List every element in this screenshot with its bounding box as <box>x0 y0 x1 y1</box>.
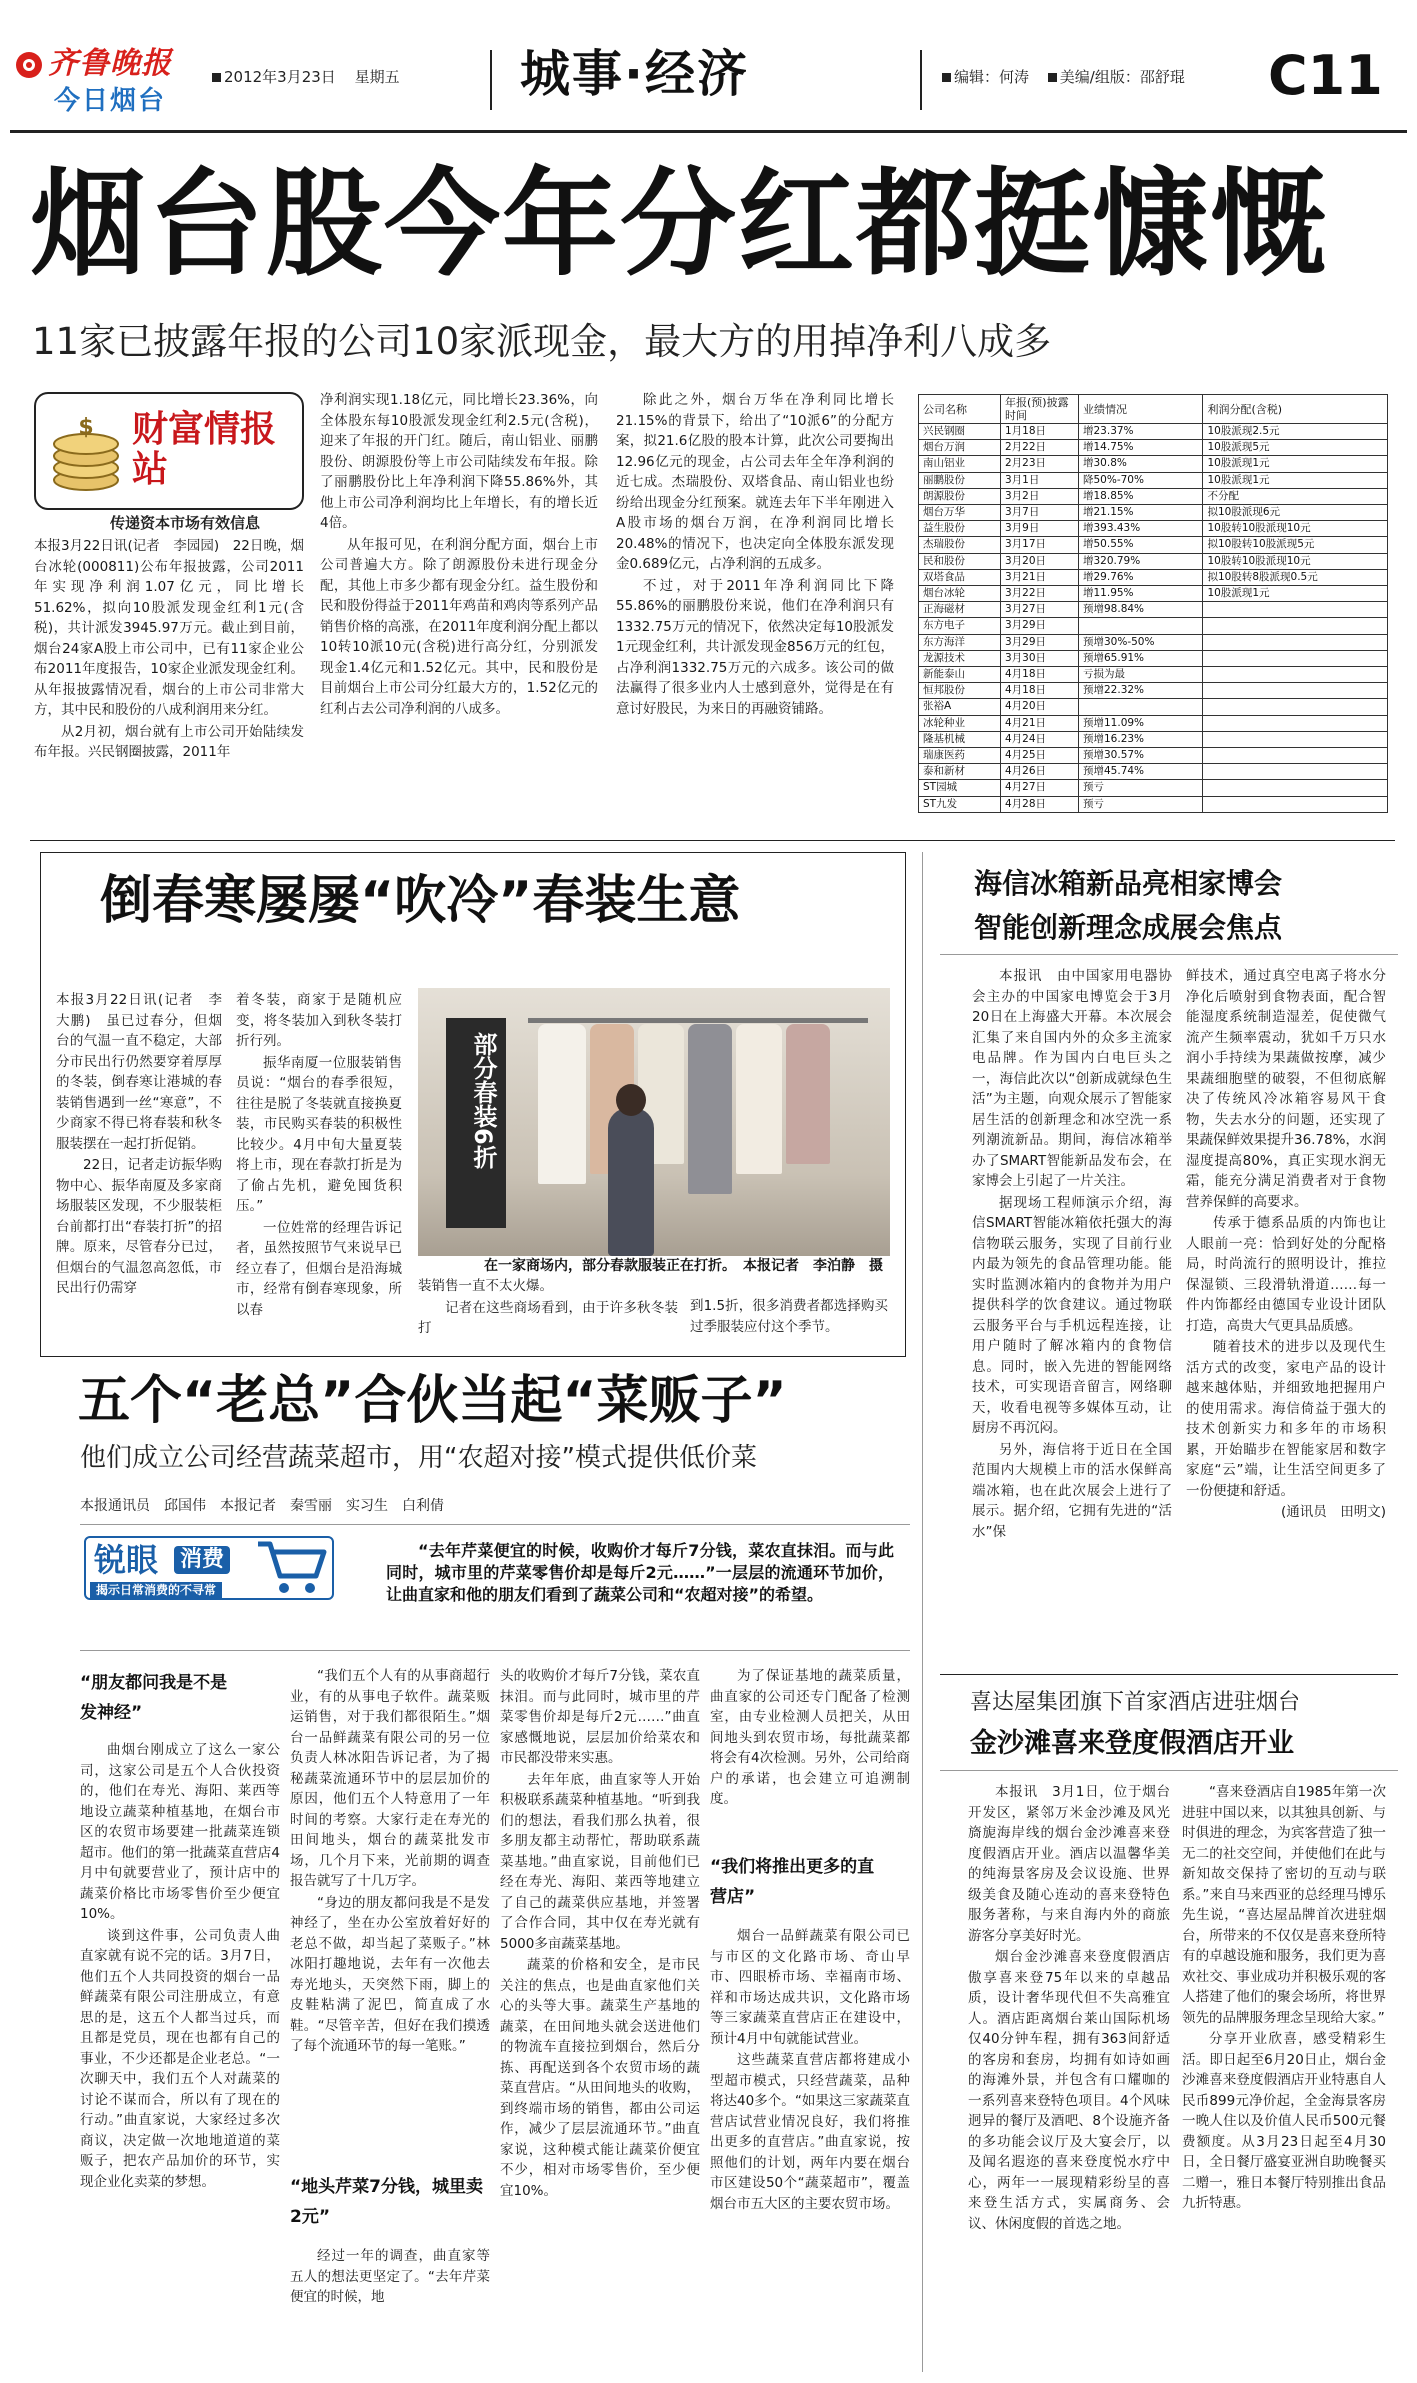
spring-column-3 <box>418 1276 678 1340</box>
wealth-badge <box>34 392 304 532</box>
spring-column-2 <box>236 990 402 1321</box>
veg-column-2 <box>290 1666 490 2058</box>
table-header: 年报(预)披露时间 <box>1001 395 1079 424</box>
table-cell <box>1203 715 1388 731</box>
table-cell: 不分配 <box>1203 488 1388 504</box>
shopper-head <box>616 1084 646 1116</box>
hisense-column-2 <box>1186 966 1386 1524</box>
table-cell: 3月20日 <box>1001 553 1079 569</box>
table-header: 公司名称 <box>919 395 1001 424</box>
veg-paragraph: 经过一年的调查，曲直家等五人的想法更坚定了。“去年芹菜便宜的时候，地 <box>290 2248 490 2305</box>
table-cell: 东方海洋 <box>919 634 1001 650</box>
table-cell: 南山铝业 <box>919 456 1001 472</box>
table-cell: 烟台万华 <box>919 505 1001 521</box>
insight-badge-subtitle: 揭示日常消费的不寻常 <box>90 1582 222 1598</box>
table-row <box>919 650 1388 666</box>
table-cell: 预亏 <box>1079 780 1203 796</box>
table-cell: 增30.8% <box>1079 456 1203 472</box>
hisense-rule <box>940 954 1398 955</box>
table-cell: 朗源股份 <box>919 488 1001 504</box>
table-cell: 10股转10股派现10元 <box>1203 521 1388 537</box>
table-cell: 龙源技术 <box>919 650 1001 666</box>
masthead-rule <box>10 130 1407 133</box>
masthead-divider-left <box>490 50 492 110</box>
masthead <box>0 0 1417 140</box>
table-cell <box>1203 731 1388 747</box>
table-cell: 拟10股转8股派现0.5元 <box>1203 569 1388 585</box>
editor-row <box>942 66 1185 88</box>
svg-text:$: $ <box>78 415 94 440</box>
table-cell <box>1079 618 1203 634</box>
veg-byline: 本报通讯员 邱国伟 本报记者 秦雪丽 实习生 白利倩 <box>80 1498 444 1514</box>
table-cell: 双塔食品 <box>919 569 1001 585</box>
table-cell: 杰瑞股份 <box>919 537 1001 553</box>
hisense-paragraph: 传承于德系品质的内饰也让人眼前一亮：恰到好处的分配格局，时尚流行的照明设计，推拉保湿锁、三段滑轨滑道……每一件内饰都经由德国专业设计团队打造，高贵大气更具品质感。 <box>1186 1215 1386 1334</box>
table-row <box>919 764 1388 780</box>
table-cell: 预增16.23% <box>1079 731 1203 747</box>
veg-subhead-3: “我们将推出更多的直营店” <box>710 1857 875 1907</box>
table-row <box>919 440 1388 456</box>
insight-badge <box>84 1532 334 1612</box>
table-row <box>919 553 1388 569</box>
table-cell: 拟10股派现6元 <box>1203 505 1388 521</box>
table-cell <box>1203 699 1388 715</box>
table-cell: 预增11.09% <box>1079 715 1203 731</box>
sheraton-paragraph: 分享开业欣喜，感受精彩生活。即日起至6月20日止，烟台金沙滩喜来登度假酒店开业特惠自人民币899元净价起，全金海景客房一晚人住以及价值人民币500元餐费额度。从3月23日起至4月30日，全日餐厅盛宴亚洲自助晚餐买二赠一，雅日本餐厅特别推出食品九折特惠。 <box>1182 2031 1386 2211</box>
sheraton-paragraph: “喜来登酒店自1985年第一次进驻中国以来，以其独具创新、与时俱进的理念，为宾客营造了独一无二的社交空间，并使他们在此与新知故交保持了密切的互动与联系。”来自马来西亚的总经理马博乐先生说，“喜达屋品牌首次进驻烟台，所带来的不仅仅是喜来登所特有的卓越设施和服务，我们更为喜欢社交、事业成功并积极乐观的客人搭建了他们的聚会场所，将世界领先的品牌服务理念呈现给大家。” <box>1182 1784 1386 2026</box>
sheraton-rule <box>940 1770 1398 1771</box>
table-row <box>919 505 1388 521</box>
table-cell <box>1203 780 1388 796</box>
table-cell: 兴民钢圈 <box>919 424 1001 440</box>
right-column-separator <box>940 1674 1398 1675</box>
table-cell <box>1203 764 1388 780</box>
table-cell: 预亏 <box>1079 796 1203 812</box>
spring-paragraph: 到1.5折，很多消费者都选择购买过季服装应付这个季节。 <box>690 1298 888 1335</box>
table-row <box>919 715 1388 731</box>
table-row <box>919 602 1388 618</box>
table-cell <box>1203 650 1388 666</box>
veg-paragraph: 这些蔬菜直营店都将建成小型超市模式，只经营蔬菜，品种将达40多个。“如果这三家蔬菜直营店试营业情况良好，我们将推出更多的直营店。”曲直家说，按照他们的计划，两年内要在烟台市区建设50个“蔬菜超市”，覆盖烟台市五大区的主要农贸市场。 <box>710 2052 910 2212</box>
table-cell: 3月22日 <box>1001 586 1079 602</box>
table-cell: 4月25日 <box>1001 748 1079 764</box>
insight-badge-tag: 消费 <box>174 1546 230 1574</box>
table-cell: 3月9日 <box>1001 521 1079 537</box>
table-cell: 隆基机械 <box>919 731 1001 747</box>
table-row <box>919 780 1388 796</box>
table-row <box>919 521 1388 537</box>
hisense-column-1 <box>972 966 1172 1543</box>
table-cell: 10股派现5元 <box>1203 440 1388 456</box>
table-row <box>919 618 1388 634</box>
table-cell: 新能泰山 <box>919 667 1001 683</box>
insight-badge-title: 锐眼 <box>94 1541 159 1579</box>
table-cell <box>1203 683 1388 699</box>
table-cell: 降50%-70% <box>1079 472 1203 488</box>
table-cell <box>1203 748 1388 764</box>
table-cell: 增18.85% <box>1079 488 1203 504</box>
table-cell: 4月28日 <box>1001 796 1079 812</box>
table-cell: 增21.15% <box>1079 505 1203 521</box>
table-cell: 3月29日 <box>1001 634 1079 650</box>
newspaper-logo <box>14 46 186 82</box>
sheraton-column-2 <box>1182 1782 1386 2215</box>
table-row <box>919 683 1388 699</box>
table-cell: 益生股份 <box>919 521 1001 537</box>
spring-paragraph: 振华南厦一位服装销售员说：“烟台的春季很短，往往是脱了冬装就直接换夏装，市民购买春装的积极性比较少。4月中旬大量夏装将上市，现在春款打折是为了偷占先机，避免囤货积压。” <box>236 1054 402 1214</box>
table-cell: 正海磁材 <box>919 602 1001 618</box>
hisense-credit: (通讯员 田明文) <box>1280 1504 1386 1520</box>
table-cell: 亏损为最 <box>1079 667 1203 683</box>
page-number: C11 <box>1268 44 1383 107</box>
hisense-paragraph: 另外，海信将于近日在全国范围内大规模上市的活水保鲜高端冰箱，也在此次展会上进行了展示。据介绍，它拥有先进的“活水”保 <box>972 1441 1172 1540</box>
table-cell: 拟10股转10股派现5元 <box>1203 537 1388 553</box>
table-cell <box>1203 667 1388 683</box>
table-cell: 4月24日 <box>1001 731 1079 747</box>
lead-paragraph: 从年报可见，在利润分配方面，烟台上市公司普遍大方。除了朗源股份未进行现金分配，其他上市多少都有现金分红。益生股份和民和股份得益于2011年鸡苗和鸡肉等系列产品销售价格的高涨，在2011年度利润分配上都以10转10派10元(含税)进行高分红，分别派发现金1.4亿元和1.52亿元。其中，民和股份是目前烟台上市公司分红最大方的，1.52亿元的红利占去公司净利润的八成多。 <box>320 536 598 717</box>
veg-paragraph: “身边的朋友都问我是不是发神经了，坐在办公室放着好好的老总不做，却当起了菜贩子。”林冰阳打趣地说，去年有一次他去寿光地头，天突然下雨，脚上的皮鞋粘满了泥巴，简直成了水鞋。“尽管辛苦，但好在我们摸透了每个流通环节的每一笔账。” <box>290 1894 490 2054</box>
spring-paragraph: 22日，记者走访振华购物中心、振华南厦及多家商场服装区发现，不少服装柜台前都打出“春装打折”的招牌。原来，尽管春分已过，但烟台的气温忽高忽低，市民出行仍需穿 <box>56 1157 222 1296</box>
table-cell: 预增30%-50% <box>1079 634 1203 650</box>
issue-weekday: 星期五 <box>354 68 400 86</box>
hisense-paragraph: 鲜技术，通过真空电离子将水分净化后喷射到食物表面，配合智能湿度系统制造湿差，促使微气流产生频率震动，犹如千万只水润小手持续为果蔬做按摩，减少果蔬细胞壁的破裂，不但彻底解决了传统风冷冰箱容易风干食物，失去水分的问题，还实现了果蔬保鲜效果提升36.78%，水润湿度提高80%，真正实现水润无霜，能充分满足消费者对于食物营养保鲜的高要求。 <box>1186 968 1386 1210</box>
veg-paragraph: 曲烟台刚成立了这么一家公司，这家公司是五个人合伙投资的，他们在寿光、海阳、莱西等地设立蔬菜种植基地，在烟台市区的农贸市场要建一批蔬菜连锁超市。他们的第一批蔬菜直营店4月中旬就要营业了，预计店中的蔬菜价格比市场零售价至少便宜10%。 <box>80 1742 280 1922</box>
veg-subheadline: 他们成立公司经营蔬菜超市，用“农超对接”模式提供低价菜 <box>80 1443 757 1473</box>
date-row <box>212 66 400 88</box>
veg-quote: “去年芹菜便宜的时候，收购价才每斤7分钱，菜农直抹泪。而与此同时，城市里的芹菜零售价却是每斤2元……”一层层的流通环节加价，让曲直家和他的朋友们看到了蔬菜公司和“农超对接”的希望。 <box>386 1541 894 1604</box>
lead-bottom-rule <box>30 840 1395 841</box>
spring-headline: 倒春寒屡屡“吹冷”春装生意 <box>100 871 741 931</box>
right-column-divider <box>922 852 923 2372</box>
spring-column-4 <box>690 1296 888 1338</box>
table-cell: 预增98.84% <box>1079 602 1203 618</box>
dividend-table-box <box>918 394 1388 813</box>
sheraton-paragraph: 烟台金沙滩喜来登度假酒店傲享喜来登75年以来的卓越品质，设计奢华现代但不失高雅宜人。酒店距离烟台莱山国际机场仅40分钟车程，拥有363间舒适的客房和套房，均拥有如诗如画的海滩外景，并包含有口耀咖的一系列喜来登特色项目。4个风味迥异的餐厅及酒吧、8个设施齐备的多功能会议厅及大宴会厅，以及闻名遐迩的喜来登度悦水疗中心，两年一一展现精彩纷呈的喜来登生活方式，实属商务、会议、休闲度假的首选之地。 <box>968 1949 1170 2232</box>
store-photo <box>418 988 890 1256</box>
veg-column-1 <box>80 1740 280 2193</box>
table-cell: 10股派现1元 <box>1203 456 1388 472</box>
logo-circle-icon <box>14 50 44 80</box>
spring-paragraph: 记者在这些商场看到，由于许多秋冬装打 <box>418 1299 678 1336</box>
table-row <box>919 667 1388 683</box>
table-cell: 增393.43% <box>1079 521 1203 537</box>
lead-column-1 <box>34 536 304 764</box>
table-row <box>919 586 1388 602</box>
table-cell: 3月21日 <box>1001 569 1079 585</box>
veg-headline: 五个“老总”合伙当起“菜贩子” <box>78 1371 787 1431</box>
hisense-paragraph: 本报讯 由中国家用电器协会主办的中国家电博览会于3月20日在上海盛大开幕。本次展会汇集了来自国内外的众多主流家电品牌。作为国内白电巨头之一，海信此次以“创新成就绿色生活”为主题，向观众展示了智能家居生活的创新理念和冰空洗一系列潮流新品。期间，海信冰箱举办了SMART智能新品发布会，在家博会上引起了一片关注。 <box>972 968 1172 1189</box>
photo-caption: 在一家商场内，部分春款服装正在打折。 本报记者 李泊静 摄 <box>484 1258 883 1274</box>
table-header: 业绩情况 <box>1079 395 1203 424</box>
table-cell: 增29.76% <box>1079 569 1203 585</box>
table-cell: 2月23日 <box>1001 456 1079 472</box>
veg-subhead-1: “朋友都问我是不是发神经” <box>80 1673 228 1723</box>
table-row <box>919 569 1388 585</box>
issue-date: 2012年3月23日 <box>224 68 336 86</box>
table-cell: 增23.37% <box>1079 424 1203 440</box>
lead-paragraph: 本报3月22日讯(记者 李园园) 22日晚，烟台冰轮(000811)公布年报披露，公司2011年实现净利润1.07亿元，同比增长51.62%，拟向10股派发现金红利1元(含税)，共计派发3945.97万元。截止到目前，烟台24家A股上市公司中，已有11家企业公布2011年度报告，10家企业派发现金红利。从年报披露情况看，烟台的上市公司非常大方，其中民和股份的八成利润用来分红。 <box>34 538 304 718</box>
badge-subtitle: 传递资本市场有效信息 <box>110 514 261 532</box>
veg-paragraph: 烟台一品鲜蔬菜有限公司已与市区的文化路市场、奇山早市、四眼桥市场、幸福南市场、祥和市场达成共识，文化路市场等三家蔬菜直营店正在建设中，预计4月中旬就能试营业。 <box>710 1928 910 2047</box>
table-cell: 烟台冰轮 <box>919 586 1001 602</box>
table-row <box>919 472 1388 488</box>
hisense-paragraph: 据现场工程师演示介绍，海信SMART智能冰箱依托强大的海信物联云服务，实现了目前行业内最为领先的食品管理功能。能实时监测冰箱内的食物并为用户提供科学的饮食建议。通过物联云服务平台与手机远程连接，让用户随时了解冰箱内的食物信息。同时，嵌入先进的智能网络技术，可实现语音留言，网络聊天，收看电视等多媒体互动，让厨房不再沉闷。 <box>972 1194 1172 1436</box>
section-title: 城事·经济 <box>520 45 749 103</box>
editor-credit: 编辑：何涛 <box>954 68 1030 86</box>
table-cell: 4月21日 <box>1001 715 1079 731</box>
table-cell: 3月27日 <box>1001 602 1079 618</box>
clothing-rack <box>528 1018 868 1023</box>
table-cell: 东方电子 <box>919 618 1001 634</box>
veg-byline-rule <box>80 1524 910 1525</box>
table-cell: 10股派现2.5元 <box>1203 424 1388 440</box>
table-cell: 4月18日 <box>1001 683 1079 699</box>
table-cell: 增14.75% <box>1079 440 1203 456</box>
table-cell <box>1203 602 1388 618</box>
table-cell: 瑞康医药 <box>919 748 1001 764</box>
table-cell: 4月18日 <box>1001 667 1079 683</box>
table-row <box>919 456 1388 472</box>
spring-paragraph: 着冬装，商家于是随机应变，将冬装加入到秋冬装打折行列。 <box>236 992 402 1049</box>
table-row <box>919 424 1388 440</box>
veg-paragraph: 蔬菜的价格和安全，是市民关注的焦点，也是曲直家他们关心的头等大事。蔬菜生产基地的蔬菜，在田间地头就会送进他们的物流车直接拉到烟台，然后分拣、再配送到各个农贸市场的蔬菜直营店。“从田间地头的收购，到终端市场的销售，都由公司运作，减少了层层流通环节。”曲直家说，这种模式能让蔬菜价便宜不少，相对市场零售价，至少便宜10%。 <box>500 1957 700 2199</box>
table-cell: 3月7日 <box>1001 505 1079 521</box>
table-cell: 预增22.32% <box>1079 683 1203 699</box>
table-cell: 丽鹏股份 <box>919 472 1001 488</box>
veg-quote-rule <box>80 1650 910 1651</box>
veg-column-4b <box>710 1926 910 2215</box>
design-credit: 美编/组版：邵舒琨 <box>1059 68 1185 86</box>
veg-column-2b <box>290 2246 490 2309</box>
garment <box>736 1024 782 1174</box>
sheraton-paragraph: 本报讯 3月1日，位于烟台开发区，紧邻万米金沙滩及风光旖旎海岸线的烟台金沙滩喜来登度假酒店开业。酒店以温馨华美的纯海景客房及会议设施、世界级美食及随心连动的喜来登特色服务著称，与来自海内外的商旅游客分享美好时光。 <box>968 1784 1170 1944</box>
table-row <box>919 488 1388 504</box>
square-bullet-icon <box>1048 73 1057 82</box>
hisense-headline: 海信冰箱新品亮相家博会 <box>974 867 1283 900</box>
table-cell: 泰和新材 <box>919 764 1001 780</box>
lead-column-2 <box>320 390 598 720</box>
table-row <box>919 634 1388 650</box>
sheraton-subheadline: 金沙滩喜来登度假酒店开业 <box>970 1728 1294 1759</box>
spring-paragraph: 一位姓常的经理告诉记者，虽然按照节气来说早已经立春了，但烟台是沿海城市，经常有倒春寒现象，所以春 <box>236 1219 402 1318</box>
veg-paragraph: 头的收购价才每斤7分钱，菜农直抹泪。而与此同时，城市里的芹菜零售价却是每斤2元……”曲直家感慨地说，层层加价给菜农和市民都没带来实惠。 <box>500 1668 700 1766</box>
dividend-table <box>918 394 1388 813</box>
veg-paragraph: 为了保证基地的蔬菜质量，曲直家的公司还专门配备了检测室，由专业检测人员把关，从田间地头到农贸市场，每批蔬菜都将会有4次检测。另外，公司给商户的承诺，也会建立可追溯制度。 <box>710 1668 910 1807</box>
garment <box>786 1024 830 1164</box>
lead-column-3 <box>616 390 894 720</box>
table-cell: ST园城 <box>919 780 1001 796</box>
hisense-subheadline: 智能创新理念成展会焦点 <box>974 911 1283 944</box>
table-cell: 3月17日 <box>1001 537 1079 553</box>
table-cell: 张裕A <box>919 699 1001 715</box>
table-cell <box>1079 699 1203 715</box>
table-row <box>919 796 1388 812</box>
table-cell: 3月30日 <box>1001 650 1079 666</box>
veg-paragraph: 谈到这件事，公司负责人曲直家就有说不完的话。3月7日，他们五个人共同投资的烟台一品鲜蔬菜有限公司注册成立，有意思的是，这五个人都当过兵，而且都是党员，现在也都有自己的事业，不少还都是企业老总。“一次聊天中，我们五个人对蔬菜的讨论不谋而合，所以有了现在的行动。”曲直家说，大家经过多次商议，决定做一次地地道道的菜贩子，把农产品加价的环节，实现企业化卖菜的梦想。 <box>80 1927 280 2190</box>
table-cell: 民和股份 <box>919 553 1001 569</box>
lead-paragraph: 不过，对于2011年净利润同比下降55.86%的丽鹏股份来说，他们在净利润只有1332.75万元的情况下，依然决定每10股派发1元现金红利，共计派发现金856万元的红包，占净利润1332.75万元的六成多。该公司的做法赢得了很多业内人士感到意外，觉得是在有意讨好股民，为来日的再融资铺路。 <box>616 577 894 717</box>
photo-sign-text: 部分春装6折 <box>469 1032 497 1169</box>
table-cell: ST九发 <box>919 796 1001 812</box>
table-cell: 冰轮种业 <box>919 715 1001 731</box>
table-cell: 预增65.91% <box>1079 650 1203 666</box>
table-cell <box>1203 618 1388 634</box>
table-cell: 预增30.57% <box>1079 748 1203 764</box>
table-cell: 3月29日 <box>1001 618 1079 634</box>
lead-paragraph: 净利润实现1.18亿元，同比增长23.36%，向全体股东每10股派发现金红利2.5元(含税)，迎来了年报的开门红。随后，南山铝业、丽鹏股份、朗源股份等上市公司陆续发布年报。除了丽鹏股份比上年净利润下降55.86%外，其他上市公司净利润均比上年增长，有的增长近4倍。 <box>320 392 598 531</box>
square-bullet-icon <box>942 73 951 82</box>
table-row <box>919 537 1388 553</box>
table-header: 利润分配(含税) <box>1203 395 1388 424</box>
table-cell <box>1203 796 1388 812</box>
table-cell <box>1203 634 1388 650</box>
spring-paragraph: 本报3月22日讯(记者 李大鹏) 虽已过春分，但烟台的气温一直不稳定，大部分市民出行仍然要穿着厚厚的冬装，倒春寒让港城的春装销售遇到一丝“寒意”，不少商家不得已将春装和秋冬服装摆在一起打折促销。 <box>56 992 222 1152</box>
spring-column-1 <box>56 990 222 1300</box>
badge-title: 财富情报站 <box>132 409 277 490</box>
table-header-row <box>919 395 1388 424</box>
shopper-figure <box>608 1108 654 1256</box>
lead-paragraph: 从2月初，烟台就有上市公司开始陆续发布年报。兴民钢圈披露，2011年 <box>34 723 304 760</box>
table-cell: 3月2日 <box>1001 488 1079 504</box>
table-cell: 2月22日 <box>1001 440 1079 456</box>
table-row <box>919 748 1388 764</box>
garment <box>538 1024 586 1184</box>
table-cell: 3月1日 <box>1001 472 1079 488</box>
edition-name: 今日烟台 <box>54 86 167 116</box>
table-cell: 1月18日 <box>1001 424 1079 440</box>
veg-paragraph: “我们五个人有的从事商超行业，有的从事电子软件。蔬菜贩运销售，对于我们都很陌生。”烟台一品鲜蔬菜有限公司的另一位负责人林冰阳告诉记者，为了揭秘蔬菜流通环节中的层层加价的原因，他们五个人特意用了一年时间的考察。大家行走在寿光的田间地头，烟台的蔬菜批发市场，几个月下来，光前期的调查报告就写了十几万字。 <box>290 1668 490 1889</box>
table-cell: 增50.55% <box>1079 537 1203 553</box>
table-cell: 4月20日 <box>1001 699 1079 715</box>
shopping-cart-icon <box>254 1538 328 1596</box>
table-row <box>919 731 1388 747</box>
spring-paragraph: 装销售一直不太火爆。 <box>418 1278 553 1294</box>
table-cell: 烟台万润 <box>919 440 1001 456</box>
hisense-paragraph: 随着技术的进步以及现代生活方式的改变，家电产品的设计越来越体贴，并细致地把握用户的使用需求。海信倚益于强大的技术创新实力和多年的市场积累，开始瞄步在智能家居和数字家庭“云”端，让生活空间更多了一份便捷和舒适。 <box>1186 1339 1386 1499</box>
table-cell: 4月27日 <box>1001 780 1079 796</box>
veg-subhead-2: “地头芹菜7分钱，城里卖2元” <box>290 2177 484 2227</box>
dividend-table-body <box>919 424 1388 813</box>
lead-subheadline: 11家已披露年报的公司10家派现金，最大方的用掉净利八成多 <box>32 320 1052 363</box>
table-cell: 10股转10股派现10元 <box>1203 553 1388 569</box>
veg-paragraph: 去年年底，曲直家等人开始积极联系蔬菜种植基地。“听到我们的想法，看我们那么执着，很多朋友都主动帮忙，帮助联系蔬菜基地。”曲直家说，目前他们已经在寿光、海阳、莱西等地建立了自己的蔬菜供应基地，并签署了合作合同，其中仅在寿光就有5000多亩蔬菜基地。 <box>500 1771 700 1952</box>
table-cell: 恒邦股份 <box>919 683 1001 699</box>
table-cell: 10股派现1元 <box>1203 586 1388 602</box>
garment <box>688 1024 732 1194</box>
sheraton-headline: 喜达屋集团旗下首家酒店进驻烟台 <box>970 1690 1301 1715</box>
logo-text: 齐鲁晚报 <box>48 46 172 81</box>
table-cell: 增320.79% <box>1079 553 1203 569</box>
masthead-divider-right <box>920 50 922 110</box>
table-cell: 增11.95% <box>1079 586 1203 602</box>
lead-paragraph: 除此之外，烟台万华在净利同比增长21.15%的背景下，给出了“10派6”的分配方案，拟21.6亿股的股本计算，此次公司要掏出12.96亿元的现金，占公司去年全年净利润的近七成。杰瑞股份、双塔食品、南山铝业也纷纷给出现金分红预案。就连去年下半年刚进入A股市场的烟台万润，在净利润同比增长20.48%的情况下，也决定向全体股东派发现金0.689亿元，占净利润的五成多。 <box>616 392 894 572</box>
table-cell: 预增45.74% <box>1079 764 1203 780</box>
sheraton-column-1 <box>968 1782 1170 2235</box>
table-row <box>919 699 1388 715</box>
veg-column-4 <box>710 1666 910 1811</box>
lead-headline: 烟台股今年分红都挺慷慨 <box>30 157 1328 292</box>
table-cell: 10股派现1元 <box>1203 472 1388 488</box>
veg-column-3 <box>500 1666 700 2202</box>
square-bullet-icon <box>212 73 221 82</box>
coins-icon <box>46 406 126 496</box>
table-cell: 4月26日 <box>1001 764 1079 780</box>
